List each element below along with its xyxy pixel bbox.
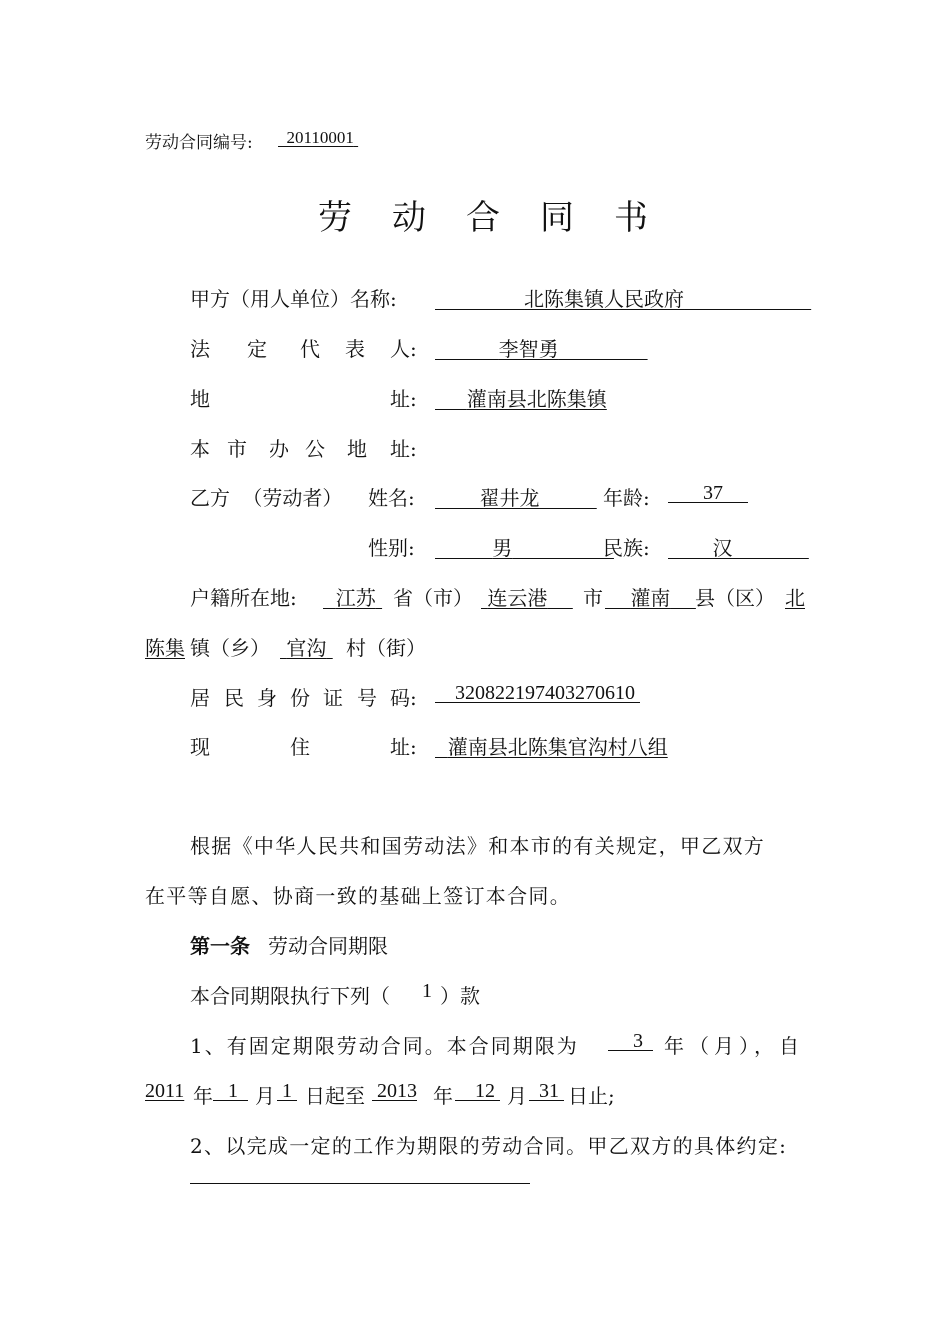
item2: 2、以完成一定的工作为期限的劳动合同。甲乙双方的具体约定: <box>190 1134 788 1158</box>
term-clause-suffix: ）款 <box>440 984 480 1008</box>
id-label-1: 居 <box>190 686 210 710</box>
id-label-5: 证 <box>323 686 343 710</box>
rep-label-3: 代 <box>300 337 320 361</box>
article1-heading: 第一条 <box>190 934 250 958</box>
town-value-2: 陈集 <box>145 636 185 660</box>
start-year: 2011 <box>145 1080 185 1102</box>
intro-line-1: 根据《中华人民共和国劳动法》和本市的有关规定，甲乙双方 <box>190 834 766 858</box>
province-label: 省（市） <box>393 586 473 610</box>
addr-label-1: 地 <box>190 387 210 411</box>
age-label: 年龄: <box>603 486 650 510</box>
city-value: 连云港 <box>487 586 548 610</box>
party-a-name-label: 甲方（用人单位）名称: <box>190 287 397 311</box>
county-label: 县（区） <box>695 586 775 610</box>
ethnic-value: 汉 <box>712 536 733 560</box>
id-label-4: 份 <box>290 686 310 710</box>
blank-fill-line <box>190 1183 530 1184</box>
rep-label-2: 定 <box>247 337 267 361</box>
end-month-unit: 月 <box>507 1084 527 1108</box>
hukou-label: 户籍所在地: <box>190 586 297 610</box>
end-day: 31 <box>539 1080 559 1102</box>
addr-value: 灌南县北陈集镇 <box>466 387 607 411</box>
end-year: 2013 <box>377 1080 417 1102</box>
start-year-unit: 年 <box>193 1084 213 1108</box>
start-month-unit: 月 <box>255 1084 275 1108</box>
village-label: 村（街） <box>346 636 426 660</box>
addr-label-2: 址: <box>390 387 417 411</box>
rep-value: 李智勇 <box>498 337 559 361</box>
contract-no-label: 劳动合同编号: <box>145 133 253 153</box>
town-value-1: 北 <box>785 586 805 610</box>
start-day-unit: 日起至 <box>305 1084 365 1108</box>
gender-label: 性别: <box>368 536 415 560</box>
start-day: 1 <box>282 1080 292 1102</box>
office-label-4: 公 <box>305 437 325 461</box>
office-label-1: 本 <box>190 437 210 461</box>
term-clause-prefix: 本合同期限执行下列（ <box>190 984 390 1008</box>
id-label-3: 身 <box>257 686 277 710</box>
rep-label-5: 人: <box>390 337 417 361</box>
end-day-unit: 日止; <box>568 1084 615 1108</box>
item1-unit: 年（月），自 <box>664 1034 804 1058</box>
age-value: 37 <box>703 482 723 504</box>
province-value: 江苏 <box>335 586 376 610</box>
page-title: 劳动合同书 <box>318 198 688 238</box>
current-addr-label-1: 现 <box>190 735 210 759</box>
rep-label-4: 表 <box>345 337 365 361</box>
id-label-6: 号 <box>357 686 377 710</box>
office-label-2: 市 <box>227 437 247 461</box>
item1-prefix: 1、有固定期限劳动合同。本合同期限为 <box>190 1034 579 1058</box>
office-label-5: 地 <box>347 437 367 461</box>
current-addr-label-3: 址: <box>390 735 417 759</box>
contract-no-value: 20110001 <box>286 128 354 147</box>
party-a-name-value: 北陈集镇人民政府 <box>524 287 685 311</box>
village-value: 官沟 <box>286 636 327 660</box>
end-month: 12 <box>475 1080 495 1102</box>
id-number-value: 320822197403270610 <box>455 682 635 704</box>
gender-value: 男 <box>492 536 513 560</box>
article1-title: 劳动合同期限 <box>268 934 388 958</box>
party-b-name-value: 翟井龙 <box>479 486 540 510</box>
office-label-3: 办 <box>269 437 289 461</box>
id-label-7: 码: <box>390 686 417 710</box>
party-b-role-label: 乙方 （劳动者） <box>190 486 343 510</box>
city-label: 市 <box>583 586 603 610</box>
id-label-2: 民 <box>224 686 244 710</box>
ethnic-label: 民族: <box>603 536 650 560</box>
intro-line-2: 在平等自愿、协商一致的基础上签订本合同。 <box>145 884 571 908</box>
county-value: 灌南 <box>630 586 671 610</box>
party-b-name-label: 姓名: <box>368 486 415 510</box>
end-year-unit: 年 <box>433 1084 453 1108</box>
current-addr-label-2: 住 <box>290 735 310 759</box>
item1-years: 3 <box>633 1030 643 1052</box>
office-label-6: 址: <box>390 437 417 461</box>
start-month: 1 <box>228 1080 238 1102</box>
current-addr-value: 灌南县北陈集官沟村八组 <box>447 735 668 759</box>
town-label: 镇（乡） <box>190 636 270 660</box>
term-clause-choice: 1 <box>422 980 432 1002</box>
rep-label-1: 法 <box>190 337 210 361</box>
